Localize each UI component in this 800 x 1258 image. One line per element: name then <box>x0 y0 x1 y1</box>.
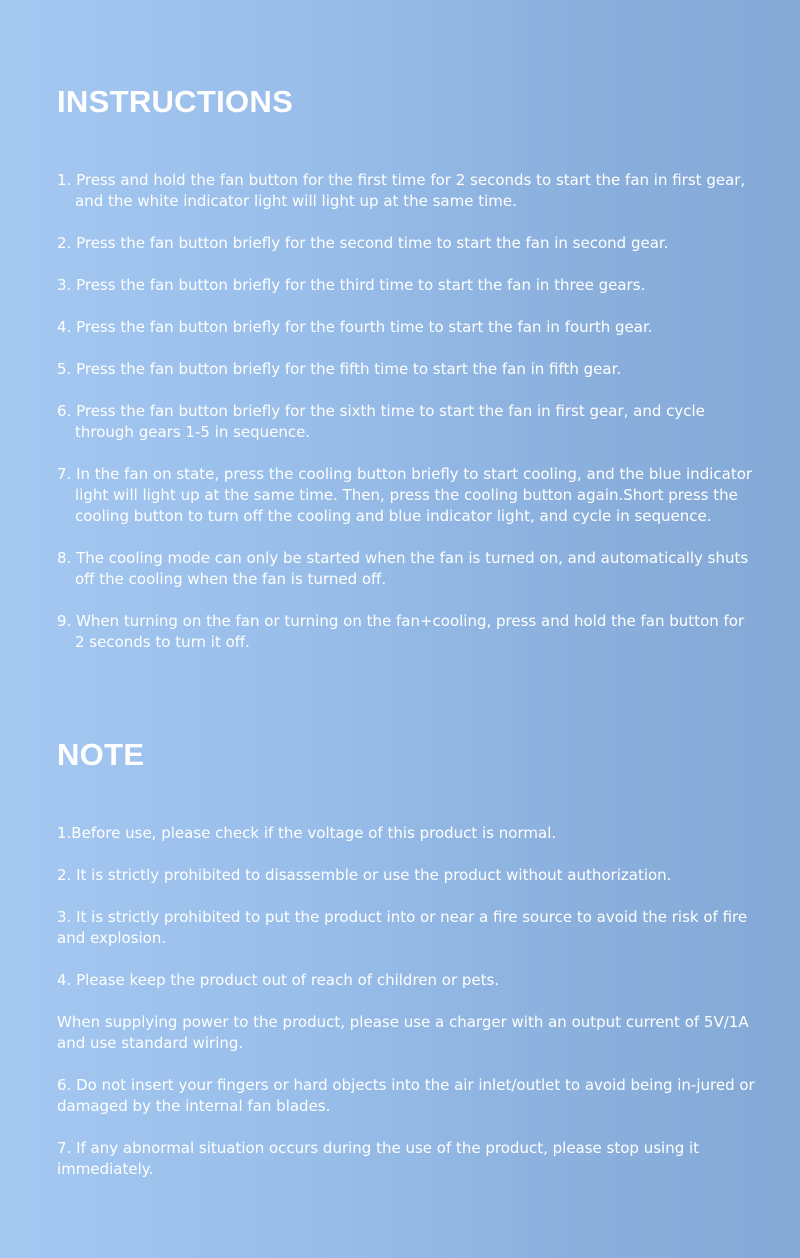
note-item: 2. It is strictly prohibited to disassemble or use the product without authorization. <box>57 866 672 884</box>
note-heading: NOTE <box>57 737 145 772</box>
instruction-item: 9. When turning on the fan or turning on the fan+cooling, press and hold the fan button for 2 seconds to turn it off. <box>57 612 745 651</box>
note-item: 7. If any abnormal situation occurs during the use of the product, please stop using it immediately. <box>57 1139 700 1178</box>
note-item: 1.Before use, please check if the voltage of this product is normal. <box>57 824 557 842</box>
instruction-item: 1. Press and hold the fan button for the first time for 2 seconds to start the fan in first gear, and the white indicator light will light up at the same time. <box>57 171 746 210</box>
note-item: 3. It is strictly prohibited to put the product into or near a fire source to avoid the risk of fire and explosion. <box>57 908 748 947</box>
instruction-item: 3. Press the fan button briefly for the third time to start the fan in three gears. <box>57 276 646 294</box>
instructions-list <box>57 170 757 674</box>
instruction-item: 6. Press the fan button briefly for the sixth time to start the fan in first gear, and cycle through gears 1-5 in sequence. <box>57 402 705 441</box>
instruction-item: 8. The cooling mode can only be started when the fan is turned on, and automatically shuts off the cooling when the fan is turned off. <box>57 549 749 588</box>
note-item: When supplying power to the product, please use a charger with an output current of 5V/1A and use standard wiring. <box>57 1013 749 1052</box>
note-list <box>57 823 757 1201</box>
instructions-heading: INSTRUCTIONS <box>57 84 294 119</box>
instruction-item: 5. Press the fan button briefly for the fifth time to start the fan in fifth gear. <box>57 360 622 378</box>
instruction-item: 7. In the fan on state, press the cooling button briefly to start cooling, and the blue indicator light will light up at the same time. Then, press the cooling button again.Short press the cooling button to turn off the cooling and blue indicator light, and cycle in sequence. <box>57 465 753 525</box>
note-item: 6. Do not insert your fingers or hard objects into the air inlet/outlet to avoid being in-jured or damaged by the internal fan blades. <box>57 1076 755 1115</box>
note-item: 4. Please keep the product out of reach of children or pets. <box>57 971 500 989</box>
instruction-item: 2. Press the fan button briefly for the second time to start the fan in second gear. <box>57 234 669 252</box>
instruction-item: 4. Press the fan button briefly for the fourth time to start the fan in fourth gear. <box>57 318 653 336</box>
